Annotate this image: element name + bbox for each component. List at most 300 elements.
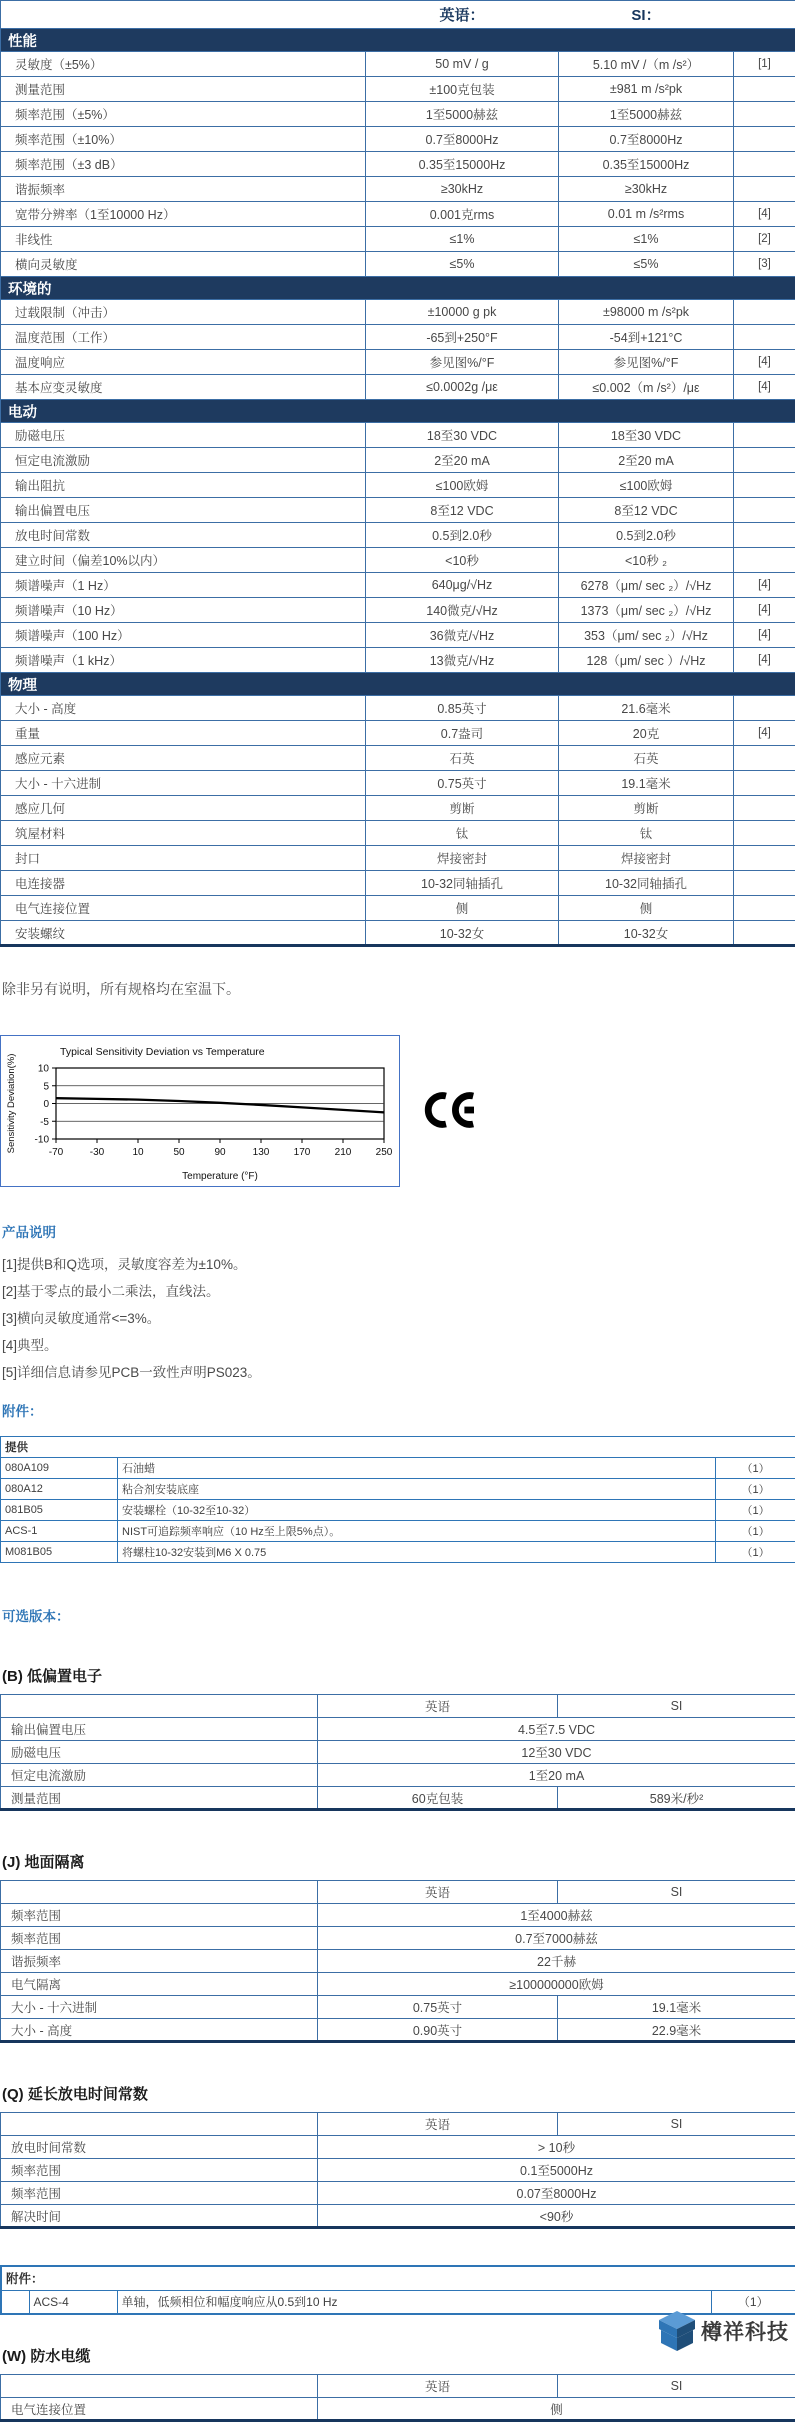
- spec-row: [1, 921, 795, 946]
- optional-header-english: 英语: [318, 2375, 558, 2398]
- accessory-quantity: （1）: [716, 1479, 795, 1500]
- optional-group-table: [0, 1880, 795, 2043]
- spec-row: [1, 350, 795, 375]
- spec-value-si: 石英: [559, 746, 734, 771]
- spec-value-si: ≤0.002（m /s²）/με: [559, 375, 734, 400]
- spec-value-si: 0.5到2.0秒: [559, 523, 734, 548]
- spec-value-english: 0.35至15000Hz: [366, 152, 559, 177]
- x-tick-label: -70: [49, 1147, 64, 1158]
- spacer-cell: [1, 2290, 29, 2314]
- spec-note-ref: [734, 871, 795, 896]
- spec-row: [1, 696, 795, 721]
- spec-label: 频率范围（±10%）: [1, 127, 366, 152]
- spec-label: 横向灵敏度: [1, 252, 366, 277]
- optional-version-groups: [0, 1665, 795, 2229]
- section-header-row: [1, 277, 795, 300]
- spec-value-english: 0.5到2.0秒: [366, 523, 559, 548]
- spec-value-english: 石英: [366, 746, 559, 771]
- optional-label: 励磁电压: [1, 1741, 318, 1764]
- optional-header-empty: [1, 2113, 318, 2136]
- spec-note-ref: [734, 523, 795, 548]
- product-note: [5]详细信息请参见PCB一致性声明PS023。: [2, 1359, 795, 1386]
- optional-row: [1, 2398, 795, 2421]
- spec-value-si: 1373（μm/ sec ₂）/√Hz: [559, 598, 734, 623]
- spec-note-ref: [4]: [734, 721, 795, 746]
- spec-label: 电气连接位置: [1, 896, 366, 921]
- spec-label: 宽带分辨率（1至10000 Hz）: [1, 202, 366, 227]
- spec-note-ref: [4]: [734, 598, 795, 623]
- accessory-row: [1, 1500, 795, 1521]
- optional-label: 频率范围: [1, 1904, 318, 1927]
- spec-note-ref: [734, 498, 795, 523]
- spec-note-ref: [734, 473, 795, 498]
- spec-value-si: ≤1%: [559, 227, 734, 252]
- spec-label: 大小 - 十六进制: [1, 771, 366, 796]
- optional-value: 4.5至7.5 VDC: [318, 1718, 795, 1741]
- spec-note-ref: [4]: [734, 350, 795, 375]
- section-title: 环境的: [1, 277, 795, 300]
- x-tick-label: 170: [294, 1147, 311, 1158]
- spec-row: [1, 77, 795, 102]
- optional-label: 频率范围: [1, 1927, 318, 1950]
- spec-label: 重量: [1, 721, 366, 746]
- optional-label: 频率范围: [1, 2182, 318, 2205]
- optional-group-title: (W) 防水电缆: [2, 2345, 795, 2366]
- optional-header-row: [1, 1695, 795, 1718]
- optional-header-si: SI: [558, 1695, 795, 1718]
- spec-row: [1, 523, 795, 548]
- accessory-description: 粘合剂安装底座: [118, 1479, 716, 1500]
- optional-header-empty: [1, 2375, 318, 2398]
- spec-value-english: 0.001克rms: [366, 202, 559, 227]
- spec-value-si: 0.7至8000Hz: [559, 127, 734, 152]
- spec-label: 谐振频率: [1, 177, 366, 202]
- spec-value-si: 10-32女: [559, 921, 734, 946]
- spec-row: [1, 473, 795, 498]
- spec-row: [1, 127, 795, 152]
- optional-value-si: 22.9毫米: [558, 2019, 795, 2042]
- sensitivity-deviation-chart: [0, 1035, 400, 1187]
- optional-header-english: 英语: [318, 1695, 558, 1718]
- chart-plot: [1, 1036, 399, 1186]
- optional-value: 侧: [318, 2398, 795, 2421]
- chart-ylabel: Sensitivity Deviation(%): [6, 1054, 17, 1154]
- spec-note-ref: [2]: [734, 227, 795, 252]
- accessory-quantity: （1）: [716, 1521, 795, 1542]
- accessory-quantity: （1）: [716, 1542, 795, 1563]
- spec-label: 大小 - 高度: [1, 696, 366, 721]
- spec-value-si: 8至12 VDC: [559, 498, 734, 523]
- optional-group-title: (Q) 延长放电时间常数: [2, 2083, 795, 2104]
- attachment-model: ACS-4: [29, 2290, 117, 2314]
- optional-value: 22千赫: [318, 1950, 795, 1973]
- spec-label: 频谱噪声（1 kHz）: [1, 648, 366, 673]
- spec-note-ref: [734, 771, 795, 796]
- spec-note-ref: [734, 102, 795, 127]
- optional-header-row: [1, 2113, 795, 2136]
- product-note: [2]基于零点的最小二乘法，直线法。: [2, 1278, 795, 1305]
- section-title: 电动: [1, 400, 795, 423]
- x-tick-label: 130: [253, 1147, 270, 1158]
- accessory-model: ACS-1: [1, 1521, 118, 1542]
- y-tick-label: 0: [43, 1099, 49, 1110]
- optional-header-row: [1, 1881, 795, 1904]
- optional-label: 电气隔离: [1, 1973, 318, 1996]
- optional-row: [1, 1764, 795, 1787]
- spec-value-english: 50 mV / g: [366, 52, 559, 77]
- optional-group-table: [0, 2112, 795, 2229]
- optional-row: [1, 1950, 795, 1973]
- spec-note-ref: [4]: [734, 573, 795, 598]
- accessory-model: 081B05: [1, 1500, 118, 1521]
- spec-label: 感应几何: [1, 796, 366, 821]
- spec-label: 频率范围（±3 dB）: [1, 152, 366, 177]
- optional-row: [1, 2182, 795, 2205]
- spec-note-ref: [734, 325, 795, 350]
- optional-group-table: [0, 1694, 795, 1811]
- spec-row: [1, 227, 795, 252]
- spec-label: 非线性: [1, 227, 366, 252]
- spec-value-si: 0.35至15000Hz: [559, 152, 734, 177]
- optional-value: 0.1至5000Hz: [318, 2159, 795, 2182]
- spec-value-english: ±10000 g pk: [366, 300, 559, 325]
- attachment-quantity: （1）: [711, 2290, 795, 2314]
- accessory-description: 石油蜡: [118, 1458, 716, 1479]
- spec-value-si: ≥30kHz: [559, 177, 734, 202]
- spec-label: 基本应变灵敏度: [1, 375, 366, 400]
- optional-versions-title: 可选版本：: [2, 1605, 795, 1625]
- optional-row: [1, 2159, 795, 2182]
- accessory-row: [1, 1458, 795, 1479]
- optional-row: [1, 1741, 795, 1764]
- optional-header-english: 英语: [318, 2113, 558, 2136]
- spec-row: [1, 871, 795, 896]
- spec-row: [1, 252, 795, 277]
- spec-label: 测量范围: [1, 77, 366, 102]
- accessory-description: 将螺柱10-32安装到M6 X 0.75: [118, 1542, 716, 1563]
- spec-row: [1, 623, 795, 648]
- room-temperature-note: 除非另有说明，所有规格均在室温下。: [2, 979, 795, 999]
- spec-label: 封口: [1, 846, 366, 871]
- spec-label: 励磁电压: [1, 423, 366, 448]
- spec-value-si: 1至5000赫兹: [559, 102, 734, 127]
- accessories-table: [0, 1436, 795, 1563]
- spec-value-si: 侧: [559, 896, 734, 921]
- optional-row: [1, 2136, 795, 2159]
- spec-note-ref: [4]: [734, 375, 795, 400]
- spec-label: 放电时间常数: [1, 523, 366, 548]
- optional-label: 大小 - 十六进制: [1, 1996, 318, 2019]
- spec-row: [1, 152, 795, 177]
- logo-text: 樽祥科技: [701, 2316, 789, 2346]
- optional-value: <90秒: [318, 2205, 795, 2228]
- product-note: [3]横向灵敏度通常<=3%。: [2, 1305, 795, 1332]
- spec-value-english: ≤5%: [366, 252, 559, 277]
- chart-and-ce-row: [0, 1035, 795, 1187]
- spec-value-english: 0.7盎司: [366, 721, 559, 746]
- spec-value-english: 2至20 mA: [366, 448, 559, 473]
- spec-value-si: 18至30 VDC: [559, 423, 734, 448]
- accessory-quantity: （1）: [716, 1500, 795, 1521]
- accessories-header-label: 提供: [1, 1437, 795, 1458]
- spec-value-english: 140微克/√Hz: [366, 598, 559, 623]
- optional-header-si: SI: [558, 2113, 795, 2136]
- optional-row: [1, 1973, 795, 1996]
- y-tick-label: -5: [40, 1117, 49, 1128]
- spec-note-ref: [734, 423, 795, 448]
- spec-row: [1, 102, 795, 127]
- x-tick-label: -30: [90, 1147, 105, 1158]
- spec-value-si: 10-32同轴插孔: [559, 871, 734, 896]
- y-tick-label: -10: [35, 1135, 50, 1146]
- spec-note-ref: [734, 746, 795, 771]
- main-spec-table: [0, 0, 795, 947]
- header-empty-cell: [1, 1, 366, 29]
- logo-cube-icon: [653, 2308, 699, 2354]
- spec-note-ref: [734, 177, 795, 202]
- spec-label: 安装螺纹: [1, 921, 366, 946]
- spec-row: [1, 771, 795, 796]
- attachment-description: 单轴，低频相位和幅度响应从0.5到10 Hz: [117, 2290, 711, 2314]
- spec-value-si: 6278（μm/ sec ₂）/√Hz: [559, 573, 734, 598]
- spec-value-si: ±98000 m /s²pk: [559, 300, 734, 325]
- spec-row: [1, 896, 795, 921]
- spec-value-english: 0.85英寸: [366, 696, 559, 721]
- spec-value-english: 36微克/√Hz: [366, 623, 559, 648]
- accessory-description: 安装螺栓（10-32至10-32）: [118, 1500, 716, 1521]
- optional-label: 解决时间: [1, 2205, 318, 2228]
- spec-note-ref: [734, 77, 795, 102]
- spec-label: 建立时间（偏差10%以内）: [1, 548, 366, 573]
- spec-value-english: 参见图%/°F: [366, 350, 559, 375]
- spec-value-si: 19.1毫米: [559, 771, 734, 796]
- spec-value-si: <10秒 ₂: [559, 548, 734, 573]
- spec-note-ref: [734, 548, 795, 573]
- spec-row: [1, 573, 795, 598]
- attachments-header-row: [1, 2266, 795, 2290]
- spec-value-english: 10-32女: [366, 921, 559, 946]
- optional-label: 谐振频率: [1, 1950, 318, 1973]
- optional-label: 大小 - 高度: [1, 2019, 318, 2042]
- x-tick-label: 250: [376, 1147, 393, 1158]
- optional-group-title: (J) 地面隔离: [2, 1851, 795, 1872]
- section-title: 性能: [1, 29, 795, 52]
- spec-value-si: 焊接密封: [559, 846, 734, 871]
- spec-note-ref: [734, 300, 795, 325]
- optional-label: 测量范围: [1, 1787, 318, 1810]
- spec-row: [1, 796, 795, 821]
- optional-header-english: 英语: [318, 1881, 558, 1904]
- spec-value-english: ≤0.0002g /με: [366, 375, 559, 400]
- optional-value: 0.7至7000赫兹: [318, 1927, 795, 1950]
- spec-row: [1, 325, 795, 350]
- spec-value-si: 剪断: [559, 796, 734, 821]
- spec-value-english: 10-32同轴插孔: [366, 871, 559, 896]
- optional-value: 1至20 mA: [318, 1764, 795, 1787]
- spec-row: [1, 746, 795, 771]
- spec-label: 温度范围（工作）: [1, 325, 366, 350]
- waterproof-cable-group: [0, 2345, 795, 2422]
- spec-value-si: 5.10 mV /（m /s²）: [559, 52, 734, 77]
- spec-label: 频率范围（±5%）: [1, 102, 366, 127]
- optional-row: [1, 2205, 795, 2228]
- spec-row: [1, 598, 795, 623]
- spec-value-si: ≤100欧姆: [559, 473, 734, 498]
- spec-value-english: 0.75英寸: [366, 771, 559, 796]
- section-header-row: [1, 673, 795, 696]
- spec-note-ref: [734, 821, 795, 846]
- optional-value-english: 0.75英寸: [318, 1996, 558, 2019]
- spec-note-ref: [734, 152, 795, 177]
- spec-label: 频谱噪声（1 Hz）: [1, 573, 366, 598]
- spec-value-si: ±981 m /s²pk: [559, 77, 734, 102]
- optional-label: 电气连接位置: [1, 2398, 318, 2421]
- optional-value-english: 60克包装: [318, 1787, 558, 1810]
- optional-value: ≥100000000欧姆: [318, 1973, 795, 1996]
- spec-row: [1, 52, 795, 77]
- spec-label: 温度响应: [1, 350, 366, 375]
- ce-mark-icon: [422, 1087, 486, 1138]
- spec-value-si: 20克: [559, 721, 734, 746]
- spec-row: [1, 202, 795, 227]
- spec-value-english: ≤100欧姆: [366, 473, 559, 498]
- optional-group-title: (B) 低偏置电子: [2, 1665, 795, 1686]
- accessory-row: [1, 1521, 795, 1542]
- optional-header-row: [1, 2375, 795, 2398]
- accessory-description: NIST可追踪频率响应（10 Hz至上限5%点）。: [118, 1521, 716, 1542]
- spec-value-english: 0.7至8000Hz: [366, 127, 559, 152]
- section-title: 物理: [1, 673, 795, 696]
- spec-note-ref: [734, 448, 795, 473]
- optional-value: > 10秒: [318, 2136, 795, 2159]
- spec-note-ref: [734, 127, 795, 152]
- spec-value-english: 焊接密封: [366, 846, 559, 871]
- spec-note-ref: [1]: [734, 52, 795, 77]
- spec-row: [1, 821, 795, 846]
- spec-value-english: 18至30 VDC: [366, 423, 559, 448]
- spec-value-english: ≤1%: [366, 227, 559, 252]
- spec-note-ref: [4]: [734, 648, 795, 673]
- product-notes-list: [0, 1251, 795, 1386]
- accessory-row: [1, 1479, 795, 1500]
- spec-row: [1, 721, 795, 746]
- spec-value-english: ≥30kHz: [366, 177, 559, 202]
- spec-value-english: 8至12 VDC: [366, 498, 559, 523]
- spec-row: [1, 498, 795, 523]
- spec-value-si: 2至20 mA: [559, 448, 734, 473]
- spec-value-si: 参见图%/°F: [559, 350, 734, 375]
- accessory-model: 080A12: [1, 1479, 118, 1500]
- spec-value-english: 钛: [366, 821, 559, 846]
- vendor-logo: [653, 2308, 789, 2354]
- optional-label: 频率范围: [1, 2159, 318, 2182]
- spec-value-si: ≤5%: [559, 252, 734, 277]
- product-note: [1]提供B和Q选项，灵敏度容差为±10%。: [2, 1251, 795, 1278]
- spec-label: 过载限制（冲击）: [1, 300, 366, 325]
- optional-value: 12至30 VDC: [318, 1741, 795, 1764]
- optional-header-empty: [1, 1695, 318, 1718]
- optional-value-english: 0.90英寸: [318, 2019, 558, 2042]
- y-tick-label: 5: [43, 1081, 49, 1092]
- spec-label: 输出阻抗: [1, 473, 366, 498]
- optional-header-empty: [1, 1881, 318, 1904]
- spec-value-english: 1至5000赫兹: [366, 102, 559, 127]
- optional-label: 恒定电流激励: [1, 1764, 318, 1787]
- column-header-english: 英语：: [366, 1, 559, 29]
- section-header-row: [1, 400, 795, 423]
- spec-note-ref: [734, 896, 795, 921]
- spec-row: [1, 548, 795, 573]
- accessory-quantity: （1）: [716, 1458, 795, 1479]
- x-tick-label: 10: [132, 1147, 144, 1158]
- accessory-model: M081B05: [1, 1542, 118, 1563]
- spec-row: [1, 423, 795, 448]
- spec-value-si: 128（μm/ sec ）/√Hz: [559, 648, 734, 673]
- spec-note-ref: [4]: [734, 202, 795, 227]
- attachments-header-label: 附件：: [1, 2266, 795, 2290]
- spec-value-si: 21.6毫米: [559, 696, 734, 721]
- spec-label: 灵敏度（±5%）: [1, 52, 366, 77]
- spec-row: [1, 177, 795, 202]
- x-tick-label: 90: [214, 1147, 226, 1158]
- optional-row: [1, 1996, 795, 2019]
- optional-row: [1, 1787, 795, 1810]
- spec-value-si: 353（μm/ sec ₂）/√Hz: [559, 623, 734, 648]
- spec-label: 感应元素: [1, 746, 366, 771]
- spec-row: [1, 300, 795, 325]
- spec-label: 频谱噪声（10 Hz）: [1, 598, 366, 623]
- optional-group-table: [0, 2374, 795, 2422]
- spec-row: [1, 648, 795, 673]
- spec-value-english: 剪断: [366, 796, 559, 821]
- chart-title: Typical Sensitivity Deviation vs Temperature: [60, 1046, 265, 1058]
- column-header-si: SI：: [559, 1, 734, 29]
- spec-row: [1, 846, 795, 871]
- optional-label: 放电时间常数: [1, 2136, 318, 2159]
- spec-value-english: 640μg/√Hz: [366, 573, 559, 598]
- optional-row: [1, 1927, 795, 1950]
- spec-label: 电连接器: [1, 871, 366, 896]
- optional-row: [1, 1718, 795, 1741]
- spec-note-ref: [3]: [734, 252, 795, 277]
- spec-note-ref: [734, 846, 795, 871]
- spec-note-ref: [4]: [734, 623, 795, 648]
- spec-label: 恒定电流激励: [1, 448, 366, 473]
- spec-label: 筑屋材料: [1, 821, 366, 846]
- optional-value-si: 589米/秒²: [558, 1787, 795, 1810]
- y-tick-label: 10: [38, 1064, 50, 1075]
- optional-value: 0.07至8000Hz: [318, 2182, 795, 2205]
- spec-note-ref: [734, 796, 795, 821]
- data-line: [56, 1098, 384, 1112]
- spec-note-ref: [734, 696, 795, 721]
- spec-value-english: 13微克/√Hz: [366, 648, 559, 673]
- optional-row: [1, 2019, 795, 2042]
- table-header-row: [1, 1, 795, 29]
- x-tick-label: 210: [335, 1147, 352, 1158]
- accessory-row: [1, 1542, 795, 1563]
- optional-value: 1至4000赫兹: [318, 1904, 795, 1927]
- spec-value-english: ±100克包装: [366, 77, 559, 102]
- spec-value-english: 侧: [366, 896, 559, 921]
- product-note: [4]典型。: [2, 1332, 795, 1359]
- x-tick-label: 50: [173, 1147, 185, 1158]
- chart-xlabel: Temperature (°F): [182, 1171, 258, 1182]
- optional-value-si: 19.1毫米: [558, 1996, 795, 2019]
- product-notes-title: 产品说明: [2, 1221, 795, 1241]
- spec-value-si: 0.01 m /s²rms: [559, 202, 734, 227]
- section-header-row: [1, 29, 795, 52]
